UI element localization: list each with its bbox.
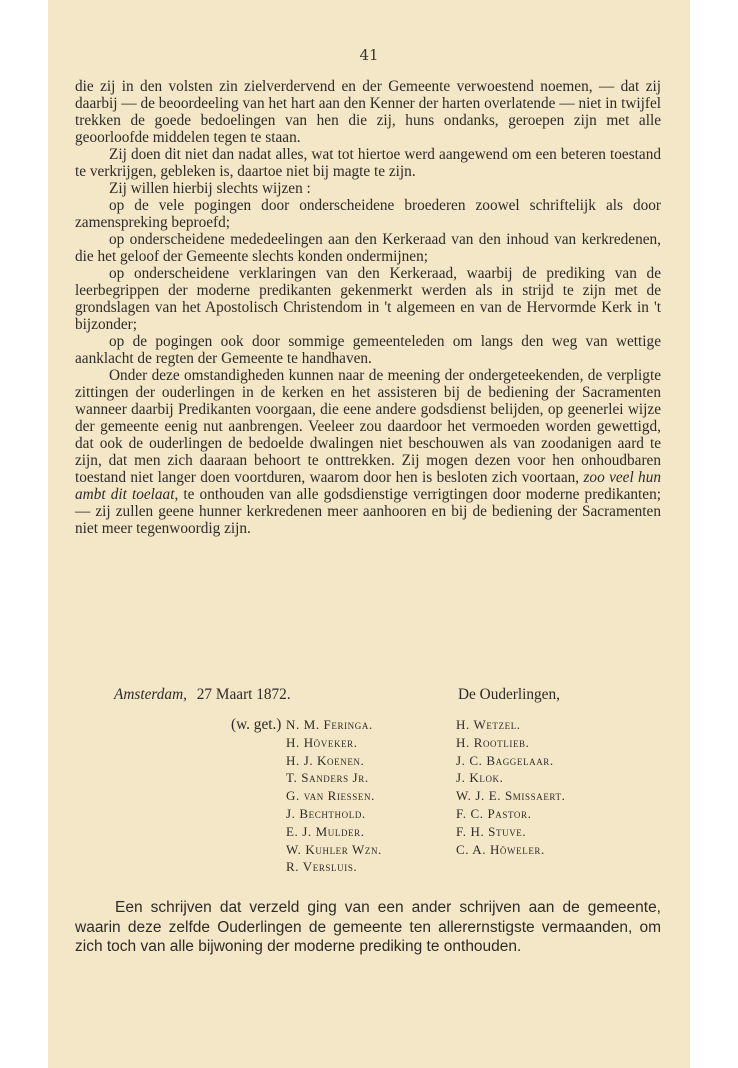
signatory-name: H. Wetzel. [456, 717, 521, 732]
paragraph-text: , te onthouden van alle godsdienstige verrigtingen door moderne predikanten; — zij zullen geene hunner kerkredenen meer aanhooren en bij de bediening der Sacramenten niet meer tegenwoordig zijn. [75, 486, 661, 537]
paragraph-text: Onder deze omstandigheden kunnen naar de meening der ondergeteekenden, de verpligte zittingen der ouderlingen in de kerken en het assisteren bij de bediening der Sacramenten wanneer daarbij Predikanten voorgaan, die eene andere godsdienst belijden, op geenerlei wijze der gemeente eenig nut aanbrengen. Veeleer zou daardoor het vermoeden worden gewettigd, dat ook de ouderlingen de bedoelde dwalingen niet beschouwen als van zoodanigen aard te zijn, dat men zich daaraan behoort te onttrekken. Zij mogen dezen voor hen onhoudbaren toestand niet langer doen voortduren, waarom door hen is besloten zich voortaan, [75, 367, 661, 486]
book-page [48, 0, 690, 1068]
signatory-name: W. J. E. Smissaert. [456, 788, 566, 804]
signatory-name: F. H. Stuve. [456, 823, 527, 839]
signature-line [114, 686, 634, 704]
signatory-name: F. C. Pastor. [456, 805, 532, 821]
signatory-name: N. M. Feringa. [286, 717, 373, 732]
paragraph: op onderscheidene mededeelingen aan den Kerkeraad van den inhoud van kerkredenen, die het geloof der Gemeente slechts konden ondermijnen; [75, 231, 661, 265]
signatory-name: R. Versluis. [286, 859, 358, 875]
signed-marker: (w. get.) [231, 716, 282, 733]
paragraph: die zij in den volsten zin zielverdervend en der Gemeente verwoestend noemen, — dat zij daarbij — de beoordeeling van het hart aan den Kenner der harten overlatende — niet in twijfel trekken de goede bedoelingen van hen die zij, huns ondanks, geroepen zijn met alle geoorloofde middelen tegen te staan. [75, 78, 661, 146]
signature-date: 27 Maart 1872. [196, 686, 291, 703]
signatory-name: C. A. Höweler. [456, 841, 545, 857]
italic-phrase: zoo veel hun ambt dit toelaat [75, 469, 661, 503]
signatories-right [456, 716, 565, 858]
signatory-name: W. Kuhler Wzn. [286, 841, 382, 857]
signatory-name: J. C. Baggelaar. [456, 752, 554, 768]
signatory-name: H. J. Koenen. [286, 752, 365, 768]
paragraph: Zij willen hierbij slechts wijzen : [109, 180, 311, 197]
signatories-left [286, 716, 382, 876]
paragraph: op de pogingen ook door sommige gemeenteleden om langs den weg van wettige aanklacht de regten der Gemeente te handhaven. [75, 333, 661, 367]
signatory-name: E. J. Mulder. [286, 823, 365, 839]
closing-note [75, 898, 661, 957]
main-text [75, 78, 661, 537]
signatory-name: T. Sanders Jr. [286, 770, 369, 786]
signatory-name: H. Rootlieb. [456, 734, 530, 750]
paragraph: op onderscheidene verklaringen van den Kerkeraad, waarbij de prediking van de leerbegrippen der moderne predikanten gekenmerkt werden als in strijd te zijn met de grondslagen van het Apostolisch Christendom in 't algemeen en van de Hervormde Kerk in 't bijzonder; [75, 265, 661, 333]
signature-place: Amsterdam, [114, 686, 187, 703]
signatory-name: H. Höveker. [286, 734, 358, 750]
paragraph: op de vele pogingen door onderscheidene broederen zoowel schriftelijk als door zamenspreking beproefd; [75, 197, 661, 231]
signatory-name: J. Bechthold. [286, 805, 366, 821]
closing-note-text: Een schrijven dat verzeld ging van een ander schrijven aan de gemeente, waarin deze zelfde Ouderlingen de gemeente ten allerernstigste vermaanden, om zich toch van alle bijwoning der moderne prediking te onthouden. [75, 899, 661, 955]
page-number: 41 [359, 46, 379, 64]
signatory-name: J. Klok. [456, 770, 504, 786]
paragraph: Zij doen dit niet dan nadat alles, wat tot hiertoe werd aangewend om een beteren toestand te verkrijgen, gebleken is, daartoe niet bij magte te zijn. [75, 146, 661, 180]
signature-council: De Ouderlingen, [458, 686, 560, 703]
paragraph [75, 367, 661, 537]
signatory-name: G. van Riessen. [286, 788, 375, 804]
